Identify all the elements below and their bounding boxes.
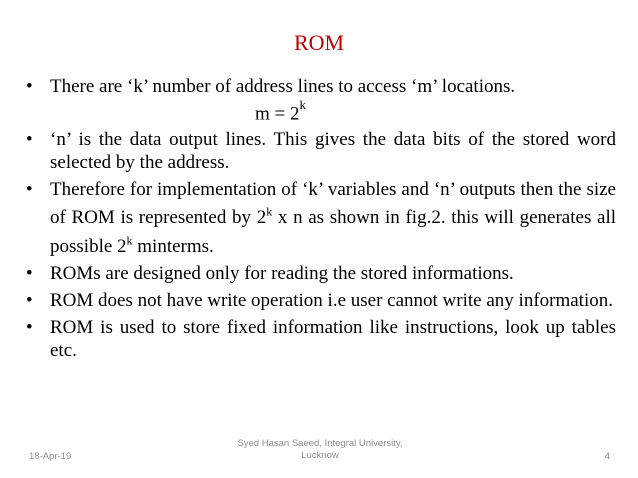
bullet-text: ROMs are designed only for reading the stored informations. — [50, 262, 514, 284]
bullet-dot: • — [26, 262, 33, 284]
bullet-text: ‘n’ is the data output lines. This gives the data bits of the stored word selected by the address. — [50, 129, 616, 173]
bullet-dot: • — [26, 289, 33, 311]
bullet-text: ROM does not have write operation i.e user cannot write any information. — [50, 289, 613, 311]
bullet-text: ROM is used to store fixed information like instructions, look up tables etc. — [50, 316, 616, 361]
bullet-dot: • — [26, 316, 33, 338]
footer-author-line: Lucknow — [301, 450, 339, 461]
bullet-text-part: minterms. — [132, 235, 214, 257]
bullet-item — [26, 128, 616, 174]
bullet-text — [50, 179, 616, 257]
footer-author-line: Syed Hasan Saeed, Integral University, — [237, 438, 403, 449]
bullet-item — [26, 75, 616, 98]
formula-expression — [255, 97, 306, 125]
bullet-text: There are ‘k’ number of address lines to access ‘m’ locations. — [50, 76, 516, 97]
bullet-item — [26, 289, 616, 312]
footer-author — [200, 438, 440, 462]
formula-exponent: k — [299, 97, 306, 112]
formula — [26, 98, 616, 126]
bullet-list — [26, 75, 616, 366]
bullet-dot: • — [26, 179, 33, 200]
superscript: k — [126, 233, 133, 248]
superscript: k — [266, 205, 273, 219]
page-number: 4 — [604, 451, 610, 462]
bullet-text-part: x n as shown in fig.2. this will generates all possible 2 — [50, 207, 616, 257]
slide-title: ROM — [293, 30, 345, 55]
bullet-dot: • — [26, 76, 33, 97]
bullet-item — [26, 262, 616, 285]
bullet-item — [26, 316, 616, 362]
bullet-text-part: Therefore for implementation of ‘k’ variables and ‘n’ outputs then the size of ROM is represented by 2 — [50, 179, 616, 229]
bullet-item — [26, 178, 616, 258]
formula-base: m = 2 — [255, 103, 300, 125]
footer-date: 18-Apr-19 — [29, 451, 72, 462]
bullet-dot: • — [26, 129, 33, 150]
